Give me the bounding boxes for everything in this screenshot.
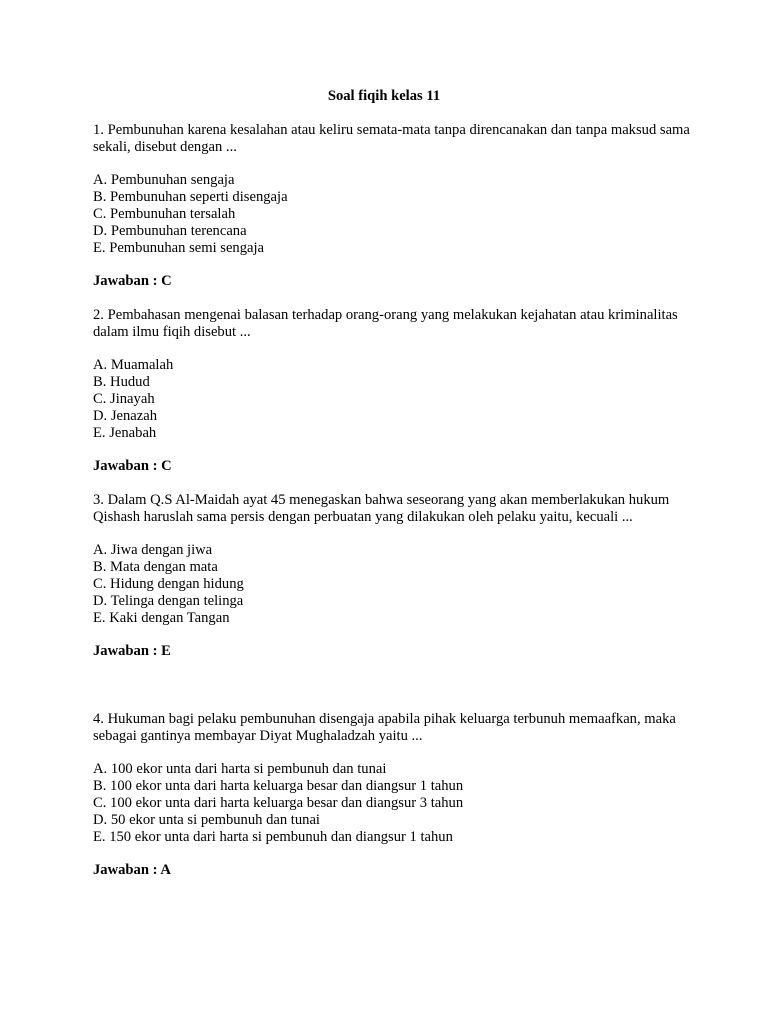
option-list xyxy=(93,357,693,441)
option-list xyxy=(93,172,693,256)
option-d: D. Pembunuhan terencana xyxy=(93,222,247,239)
question-text: 4. Hukuman bagi pelaku pembunuhan disengaja apabila pihak keluarga terbunuh memaafkan, maka sebagai gantinya membayar Diyat Mughaladzah yaitu ... xyxy=(93,711,676,744)
document-title: Soal fiqih kelas 11 xyxy=(327,88,441,104)
question-3 xyxy=(93,492,693,660)
option-e: E. Pembunuhan semi sengaja xyxy=(93,239,265,256)
question-text: 2. Pembahasan mengenai balasan terhadap orang-orang yang melakukan kejahatan atau kriminalitas dalam ilmu fiqih disebut ... xyxy=(93,307,678,340)
option-c: C. Jinayah xyxy=(93,390,155,407)
option-b: B. 100 ekor unta dari harta keluarga besar dan diangsur 1 tahun xyxy=(93,778,464,795)
answer-value: C xyxy=(161,458,172,475)
answer-value: E xyxy=(161,643,171,660)
question-text: 3. Dalam Q.S Al-Maidah ayat 45 menegaskan bahwa seseorang yang akan memberlakukan hukum Qishash haruslah sama persis dengan perbuatan yang dilakukan oleh pelaku yaitu, kecuali ... xyxy=(93,492,670,525)
option-b: B. Pembunuhan seperti disengaja xyxy=(93,189,288,206)
answer-line xyxy=(93,273,693,290)
answer-label: Jawaban : xyxy=(93,273,162,290)
option-b: B. Hudud xyxy=(93,374,150,391)
answer-value: A xyxy=(160,862,171,879)
answer-label: Jawaban : xyxy=(93,458,162,475)
option-a: A. Muamalah xyxy=(93,357,174,374)
answer-line xyxy=(93,458,693,475)
answer-label: Jawaban : xyxy=(93,862,161,879)
option-list xyxy=(93,761,693,845)
option-e: E. 150 ekor unta dari harta si pembunuh dan diangsur 1 tahun xyxy=(93,828,453,845)
option-c: C. Hidung dengan hidung xyxy=(93,575,244,592)
answer-label: Jawaban : xyxy=(93,643,162,660)
answer-line xyxy=(93,862,693,879)
question-4 xyxy=(93,711,693,879)
option-a: A. 100 ekor unta dari harta si pembunuh dan tunai xyxy=(93,761,387,778)
question-text: 1. Pembunuhan karena kesalahan atau keliru semata-mata tanpa direncanakan dan tanpa maksud sama sekali, disebut dengan ... xyxy=(93,122,690,155)
option-d: D. 50 ekor unta si pembunuh dan tunai xyxy=(93,811,320,828)
question-2 xyxy=(93,307,693,475)
option-d: D. Jenazah xyxy=(93,407,158,424)
answer-value: C xyxy=(161,273,172,290)
option-d: D. Telinga dengan telinga xyxy=(93,592,244,609)
option-e: E. Kaki dengan Tangan xyxy=(93,609,230,626)
option-a: A. Pembunuhan sengaja xyxy=(93,172,235,189)
option-c: C. 100 ekor unta dari harta keluarga besar dan diangsur 3 tahun xyxy=(93,794,464,811)
option-b: B. Mata dengan mata xyxy=(93,559,218,576)
option-e: E. Jenabah xyxy=(93,424,157,441)
option-c: C. Pembunuhan tersalah xyxy=(93,205,236,222)
answer-line xyxy=(93,643,693,660)
question-1 xyxy=(93,122,693,290)
option-list xyxy=(93,542,693,626)
option-a: A. Jiwa dengan jiwa xyxy=(93,542,213,559)
